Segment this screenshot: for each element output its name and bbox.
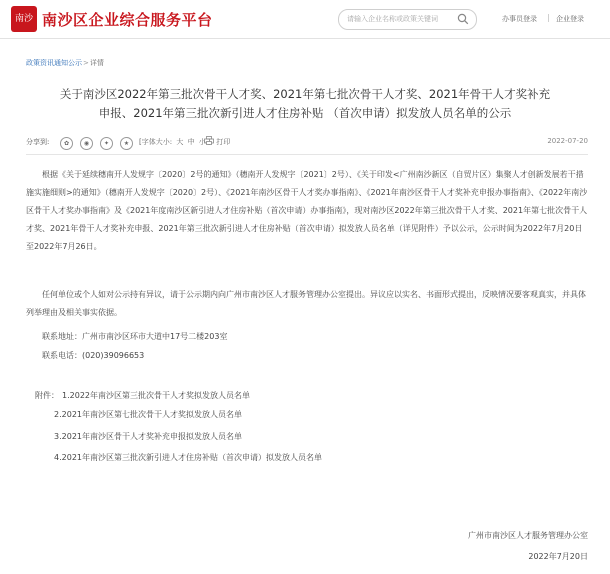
font-medium-button[interactable]: 中	[187, 138, 195, 146]
contact-address: 联系地址：广州市南沙区环市大道中17号二楼203室	[42, 332, 228, 341]
site-title[interactable]: 南沙区企业综合服务平台	[42, 12, 213, 29]
enterprise-login-link[interactable]: 企业登录	[556, 15, 584, 23]
font-large-button[interactable]: 大	[176, 138, 184, 146]
search-input[interactable]	[347, 12, 455, 26]
breadcrumb-parent[interactable]: 政策资讯通知公示	[26, 59, 82, 67]
font-small-button[interactable]: 小	[198, 138, 206, 146]
signature-organization: 广州市南沙区人才服务管理办公室	[468, 531, 588, 540]
article-meta-bar	[26, 134, 588, 155]
search-icon[interactable]	[457, 13, 469, 25]
breadcrumb-separator: >	[83, 59, 89, 67]
top-bar	[0, 0, 610, 39]
breadcrumb-current: 详情	[89, 59, 104, 67]
body-paragraph-1: 根据《关于延续穗南开人发规字〔2020〕2号的通知》（穗南开人发规字〔2021〕2号）、《关于印发<广州南沙新区（自贸片区）集聚人才创新发展若干措施实施细则>的通知》（穗南开人发规字〔2020〕2号）、《2021年南沙区骨干人才奖办事指南》、《2021年南沙区骨干人才奖补充申报办事指南》、《2022年南沙区骨干人才奖办事指南》及《2021年度南沙区新引进人才住房补贴（首次申请）办事指南》，现对南沙区2022年第三批次骨干人才奖、2021年第七批次骨干人才奖、2021年骨干人才奖补充申报、2021年第三批次新引进人才住房补贴（首次申请）拟发放人员名单（详见附件）予以公示，公示时间为2022年7月20日至2022年7月26日。	[26, 170, 588, 251]
body-paragraph-2: 任何单位或个人如对公示持有异议，请于公示期内向广州市南沙区人才服务管理办公室提出。异议应以实名、书面形式提出，反映情况要客观真实，并具体列举理由及相关事实依据。	[26, 290, 586, 317]
printer-icon	[204, 136, 214, 145]
breadcrumb	[26, 58, 104, 68]
site-logo[interactable]	[11, 6, 37, 32]
share-label: 分享到:	[26, 138, 50, 146]
qzone-share-icon[interactable]: ★	[120, 137, 133, 150]
font-size-label: [字体大小:	[139, 138, 173, 146]
attachment-link[interactable]: 1.2022年南沙区第三批次骨干人才奖拟发放人员名单	[62, 391, 250, 400]
article-title-line-1: 关于南沙区2022年第三批次骨干人才奖、2021年第七批次骨干人才奖、2021年骨干人才奖补充	[59, 87, 551, 101]
attachments-label: 附件：	[35, 391, 59, 400]
article-title-line-2: 申报、2021年第三批次新引进人才住房补贴 （首次申请）拟发放人员名单的公示	[98, 106, 512, 120]
logo-text: 南沙	[14, 13, 33, 24]
divider: |	[547, 13, 550, 22]
weibo-share-icon[interactable]: ✿	[60, 137, 73, 150]
attachment-link[interactable]: 4.2021年南沙区第三批次新引进人才住房补贴（首次申请）拟发放人员名单	[54, 453, 322, 462]
attachment-link[interactable]: 2.2021年南沙区第七批次骨干人才奖拟发放人员名单	[54, 410, 242, 419]
personal-login-link[interactable]: 办事员登录	[502, 15, 537, 23]
publish-date: 2022-07-20	[547, 137, 588, 145]
signature-date: 2022年7月20日	[528, 552, 588, 561]
attachment-link[interactable]: 3.2021年南沙区骨干人才奖补充申报拟发放人员名单	[54, 432, 242, 441]
font-size-control	[138, 137, 212, 147]
qq-share-icon[interactable]: ✦	[100, 137, 113, 150]
contact-phone: 联系电话：(020)39096653	[42, 351, 145, 360]
print-button[interactable]	[204, 136, 230, 147]
wechat-share-icon[interactable]: ◉	[80, 137, 93, 150]
print-label: 打印	[216, 138, 231, 146]
search-box	[338, 9, 477, 30]
